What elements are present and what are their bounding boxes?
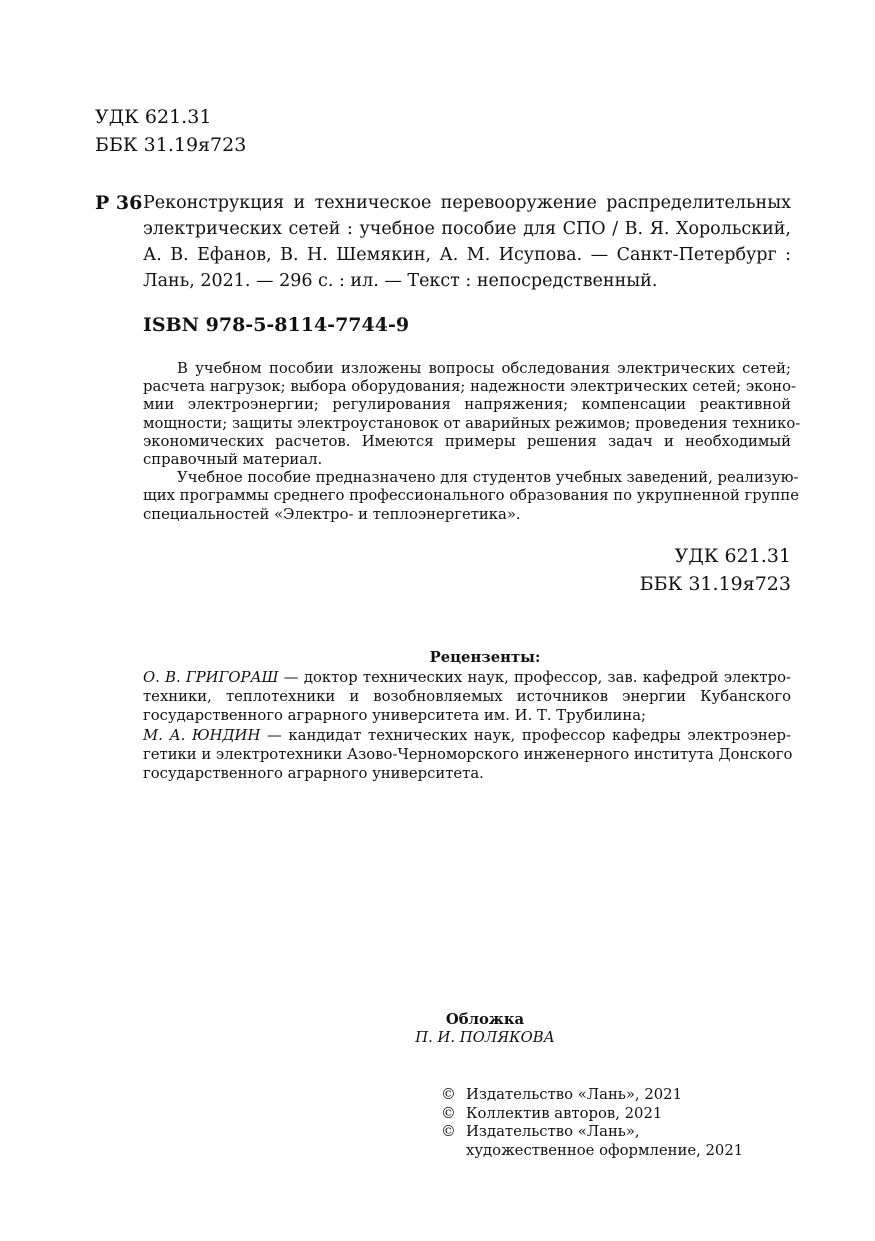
copyright-continuation: художественное оформление, 2021 <box>466 1141 744 1159</box>
copyright-icon: © <box>441 1104 456 1122</box>
copyright-icon: © <box>441 1123 456 1140</box>
reviewer-name: М. А. ЮНДИН <box>143 726 261 744</box>
copyright-holder: Издательство «Лань», <box>466 1123 640 1140</box>
reviewer-name: О. В. ГРИГОРАШ <box>143 669 279 686</box>
reviewer-line: техники, теплотехники и возобновляемых источников энергии Кубанского <box>143 688 791 706</box>
reviewer-line: государственного аграрного университета. <box>143 765 484 783</box>
author-mark-code: Р 36 <box>95 192 143 214</box>
abstract-line: расчета нагрузок; выбора оборудования; надежности электрических сетей; эконо- <box>143 378 797 396</box>
abstract-line: щих программы среднего профессионального образования по укрупненной группе <box>143 487 799 505</box>
copyright-row <box>441 1123 743 1142</box>
reviewer-line: гетики и электротехники Азово-Черноморского инженерного института Донского <box>143 745 793 763</box>
abstract-line: специальностей «Электро- и теплоэнергетика». <box>143 505 521 523</box>
biblio-line: А. В. Ефанов, В. Н. Шемякин, А. М. Исупова. — Санкт-Петербург : <box>143 245 791 265</box>
isbn: ISBN 978-5-8114-7744-9 <box>143 314 410 336</box>
abstract-line: экономических расчетов. Имеются примеры решения задач и необходимый <box>143 432 791 450</box>
biblio-line: Лань, 2021. — 296 с. : ил. — Текст : непосредственный. <box>143 271 658 291</box>
copyright-row <box>441 1086 743 1105</box>
reviewer-line: государственного аграрного университета им. И. Т. Трубилина; <box>143 707 647 725</box>
biblio-line: электрических сетей : учебное пособие для СПО / В. Я. Хорольский, <box>143 219 791 239</box>
copyright-block <box>441 1086 743 1160</box>
biblio-line: Реконструкция и техническое перевооружение распределительных <box>143 193 791 213</box>
reviewer-text: — кандидат технических наук, профессор кафедры электроэнер- <box>260 726 791 744</box>
reviewer-text: — доктор технических наук, профессор, зав. кафедрой электро- <box>278 669 791 686</box>
reviewers-title: Рецензенты: <box>429 649 541 666</box>
cover-title: Обложка <box>445 1011 525 1028</box>
udk-code: УДК 621.31 <box>95 106 212 128</box>
bibliographic-record <box>143 190 791 294</box>
bbk-code: ББК 31.19я723 <box>639 573 791 595</box>
udk-right-block <box>640 542 791 598</box>
udk-code: УДК 621.31 <box>674 545 791 567</box>
copyright-holder: Коллектив авторов, 2021 <box>466 1104 663 1122</box>
udk-top-block <box>95 103 246 159</box>
cover-designer: П. И. ПОЛЯКОВА <box>415 1029 555 1046</box>
copyright-row <box>441 1105 743 1124</box>
bbk-code: ББК 31.19я723 <box>95 134 247 156</box>
abstract-line: В учебном пособии изложены вопросы обследования электрических сетей; <box>177 360 791 377</box>
reviewers-list <box>143 668 791 783</box>
reviewer-line <box>143 726 791 745</box>
reviewer-line <box>143 668 791 687</box>
copyright-holder: Издательство «Лань», 2021 <box>466 1086 682 1103</box>
abstract-line: мощности; защиты электроустановок от аварийных режимов; проведения технико- <box>143 414 801 432</box>
abstract <box>143 360 801 524</box>
copyright-icon: © <box>441 1086 456 1103</box>
abstract-line: справочный материал. <box>143 451 323 469</box>
abstract-line: Учебное пособие предназначено для студентов учебных заведений, реализую- <box>177 469 799 487</box>
abstract-line: мии электроэнергии; регулирования напряжения; компенсации реактивной <box>143 396 791 414</box>
